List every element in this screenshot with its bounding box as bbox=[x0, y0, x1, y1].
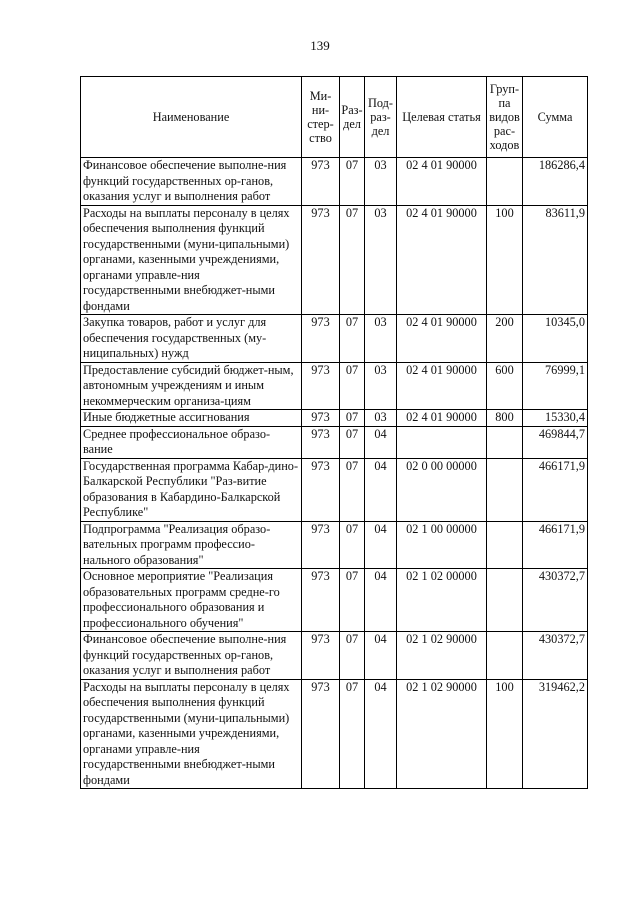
table-header-row bbox=[81, 77, 588, 158]
cell-name: Финансовое обеспечение выполне-ния функций государственных ор-ганов, оказания услуг и выполнения работ bbox=[81, 632, 302, 680]
cell-section: 07 bbox=[340, 521, 365, 569]
cell-ministry: 973 bbox=[302, 679, 340, 789]
cell-group bbox=[487, 569, 523, 632]
cell-sum: 10345,0 bbox=[523, 315, 588, 363]
cell-section: 07 bbox=[340, 679, 365, 789]
cell-target: 02 4 01 90000 bbox=[397, 158, 487, 206]
table-row bbox=[81, 426, 588, 458]
cell-target: 02 4 01 90000 bbox=[397, 410, 487, 427]
cell-subsection: 03 bbox=[365, 205, 397, 315]
cell-sum: 76999,1 bbox=[523, 362, 588, 410]
cell-name: Расходы на выплаты персоналу в целях обеспечения выполнения функций государственными (муни-ципальными) органами, казенными учреждениями, органами управле-ния государственными внебюджет-ными фондами bbox=[81, 679, 302, 789]
header-section: Раз-дел bbox=[340, 77, 365, 158]
cell-section: 07 bbox=[340, 458, 365, 521]
cell-ministry: 973 bbox=[302, 632, 340, 680]
cell-target: 02 1 00 00000 bbox=[397, 521, 487, 569]
cell-subsection: 04 bbox=[365, 679, 397, 789]
cell-name: Подпрограмма "Реализация образо-вательных программ профессио-нального образования" bbox=[81, 521, 302, 569]
cell-ministry: 973 bbox=[302, 410, 340, 427]
cell-sum: 469844,7 bbox=[523, 426, 588, 458]
cell-group: 100 bbox=[487, 679, 523, 789]
cell-group bbox=[487, 426, 523, 458]
cell-subsection: 04 bbox=[365, 426, 397, 458]
cell-section: 07 bbox=[340, 315, 365, 363]
cell-subsection: 04 bbox=[365, 458, 397, 521]
cell-subsection: 04 bbox=[365, 632, 397, 680]
cell-ministry: 973 bbox=[302, 458, 340, 521]
cell-subsection: 03 bbox=[365, 158, 397, 206]
cell-name: Расходы на выплаты персоналу в целях обеспечения выполнения функций государственными (муни-ципальными) органами, казенными учреждениями, органами управле-ния государственными внебюджет-ными фондами bbox=[81, 205, 302, 315]
table-row bbox=[81, 458, 588, 521]
cell-sum: 430372,7 bbox=[523, 632, 588, 680]
cell-name: Предоставление субсидий бюджет-ным, автономным учреждениям и иным некоммерческим организа-циям bbox=[81, 362, 302, 410]
cell-subsection: 03 bbox=[365, 362, 397, 410]
cell-ministry: 973 bbox=[302, 521, 340, 569]
cell-target: 02 1 02 90000 bbox=[397, 632, 487, 680]
cell-group: 200 bbox=[487, 315, 523, 363]
table-row bbox=[81, 315, 588, 363]
table-row bbox=[81, 679, 588, 789]
cell-section: 07 bbox=[340, 410, 365, 427]
cell-group: 600 bbox=[487, 362, 523, 410]
cell-sum: 466171,9 bbox=[523, 521, 588, 569]
cell-name: Финансовое обеспечение выполне-ния функций государственных ор-ганов, оказания услуг и выполнения работ bbox=[81, 158, 302, 206]
header-target: Целевая статья bbox=[397, 77, 487, 158]
cell-name: Иные бюджетные ассигнования bbox=[81, 410, 302, 427]
cell-section: 07 bbox=[340, 569, 365, 632]
cell-name: Закупка товаров, работ и услуг для обеспечения государственных (му-ниципальных) нужд bbox=[81, 315, 302, 363]
cell-section: 07 bbox=[340, 158, 365, 206]
cell-group bbox=[487, 458, 523, 521]
cell-sum: 430372,7 bbox=[523, 569, 588, 632]
cell-ministry: 973 bbox=[302, 205, 340, 315]
cell-sum: 466171,9 bbox=[523, 458, 588, 521]
cell-target: 02 0 00 00000 bbox=[397, 458, 487, 521]
cell-ministry: 973 bbox=[302, 426, 340, 458]
cell-subsection: 04 bbox=[365, 521, 397, 569]
cell-ministry: 973 bbox=[302, 569, 340, 632]
cell-target: 02 1 02 90000 bbox=[397, 679, 487, 789]
cell-target bbox=[397, 426, 487, 458]
table-row bbox=[81, 632, 588, 680]
cell-subsection: 04 bbox=[365, 569, 397, 632]
cell-section: 07 bbox=[340, 362, 365, 410]
table-row bbox=[81, 410, 588, 427]
table-row bbox=[81, 521, 588, 569]
cell-group: 800 bbox=[487, 410, 523, 427]
cell-group bbox=[487, 521, 523, 569]
cell-ministry: 973 bbox=[302, 315, 340, 363]
cell-target: 02 4 01 90000 bbox=[397, 205, 487, 315]
header-ministry: Ми-ни-стер-ство bbox=[302, 77, 340, 158]
cell-target: 02 4 01 90000 bbox=[397, 315, 487, 363]
cell-group bbox=[487, 632, 523, 680]
cell-group: 100 bbox=[487, 205, 523, 315]
cell-sum: 186286,4 bbox=[523, 158, 588, 206]
cell-ministry: 973 bbox=[302, 362, 340, 410]
cell-subsection: 03 bbox=[365, 410, 397, 427]
table-row bbox=[81, 569, 588, 632]
table-row bbox=[81, 205, 588, 315]
cell-section: 07 bbox=[340, 632, 365, 680]
header-subsection: Под-раз-дел bbox=[365, 77, 397, 158]
table-row bbox=[81, 158, 588, 206]
cell-subsection: 03 bbox=[365, 315, 397, 363]
cell-sum: 83611,9 bbox=[523, 205, 588, 315]
cell-name: Государственная программа Кабар-дино-Балкарской Республики "Раз-витие образования в Кабардино-Балкарской Республике" bbox=[81, 458, 302, 521]
cell-name: Среднее профессиональное образо-вание bbox=[81, 426, 302, 458]
cell-sum: 319462,2 bbox=[523, 679, 588, 789]
cell-section: 07 bbox=[340, 205, 365, 315]
header-sum: Сумма bbox=[523, 77, 588, 158]
page-number: 139 bbox=[310, 38, 330, 53]
cell-target: 02 1 02 00000 bbox=[397, 569, 487, 632]
header-name: Наименование bbox=[81, 77, 302, 158]
cell-target: 02 4 01 90000 bbox=[397, 362, 487, 410]
budget-table bbox=[80, 76, 588, 789]
cell-section: 07 bbox=[340, 426, 365, 458]
header-group: Груп-па видов рас-ходов bbox=[487, 77, 523, 158]
cell-ministry: 973 bbox=[302, 158, 340, 206]
cell-sum: 15330,4 bbox=[523, 410, 588, 427]
cell-group bbox=[487, 158, 523, 206]
cell-name: Основное мероприятие "Реализация образовательных программ средне-го профессионального образования и профессионального обучения" bbox=[81, 569, 302, 632]
table-row bbox=[81, 362, 588, 410]
